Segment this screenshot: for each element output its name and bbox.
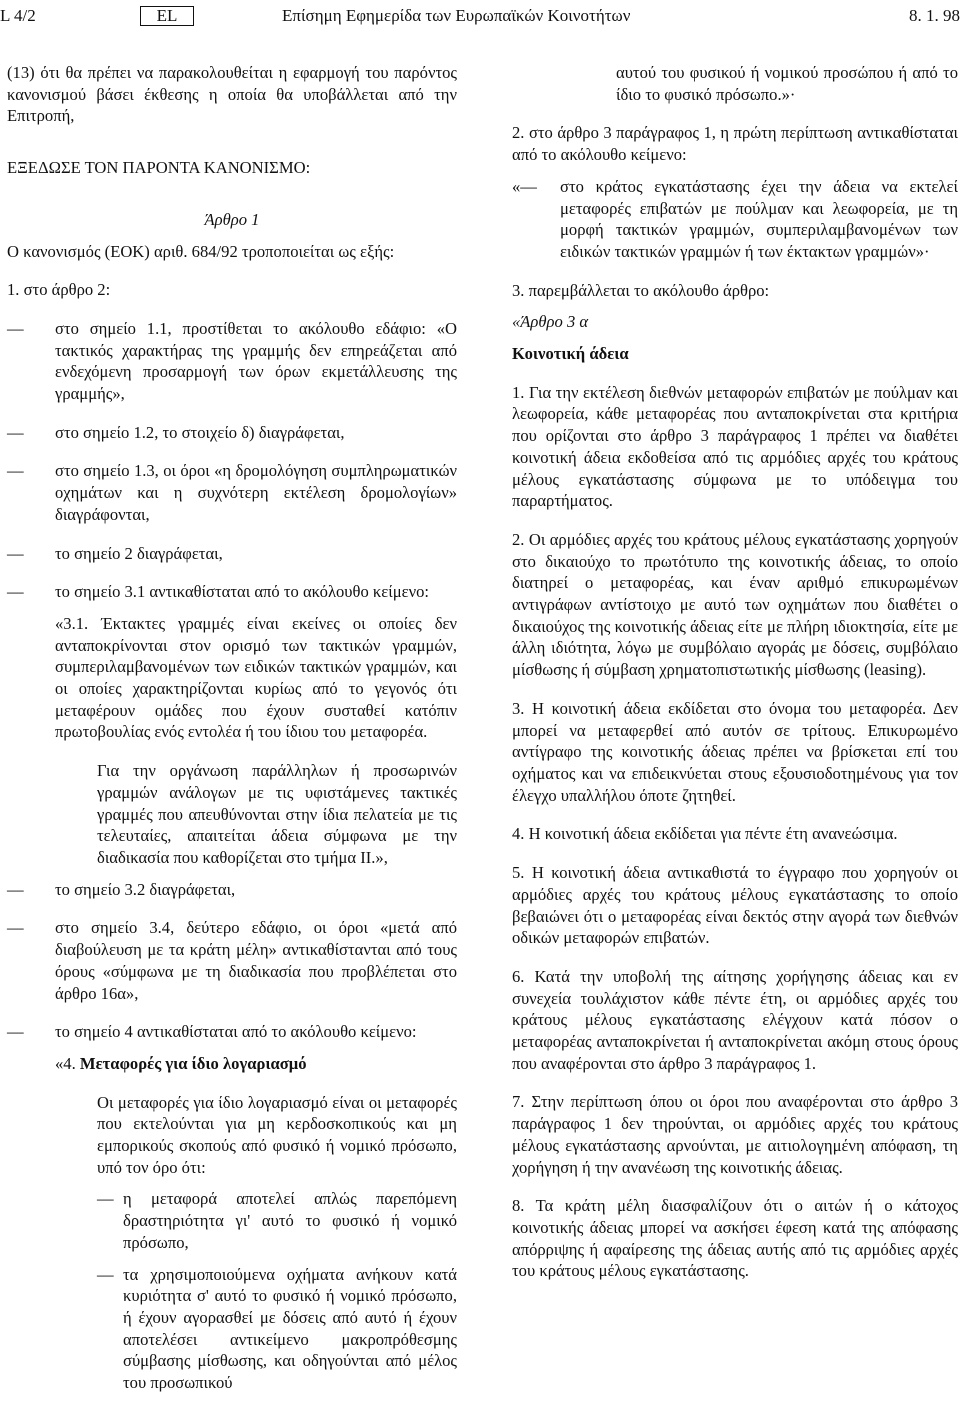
journal-title: Επίσημη Εφημερίδα των Ευρωπαϊκών Κοινοτήτων (282, 6, 631, 25)
quoted-indent: «— στο κράτος εγκατάστασης έχει την άδεια να εκτελεί μεταφορές επιβατών με πούλμαν και λεωφορεία, με τη μορφή τακτικών γραμμών, συμπεριλαμβανομένων των ειδικών τακτικών γραμμών ή των έκτακτων γραμμών»· (512, 176, 958, 261)
paragraph-2: 2. Οι αρμόδιες αρχές του κράτους μέλους εγκατάστασης χορηγούν στο δικαιούχο το πρωτότυπο της κοινοτικής άδειας, το οποίο διατηρεί ο μεταφορέας, και έναν αριθμό επικυρωμένων αντιγράφων αντίστοιχο με αυτό των οχημάτων που διαθέτει ο δικαιούχος της κοινοτικής άδειας είτε με πλήρη ιδιοκτησία, είτε με άλλη ιδιότητα, λόγω με συμβόλαιο αγοράς με δόσεις, συμβόλαιο μίσθωσης ή σύμβαση χρηματοπιστωτικής μίσθωσης (leasing). (512, 529, 958, 680)
article-1-intro: Ο κανονισμός (ΕΟΚ) αριθ. 684/92 τροποποιείται ως εξής: (7, 241, 395, 261)
paragraph-7: 7. Στην περίπτωση όπου οι όροι που αναφέρονται στο άρθρο 3 παράγραφος 1 δεν τηρούνται, οι αρμόδιες αρχές του κράτους μέλους εγκατάστασης αρνούνται, με αιτιολογημένη απόφαση, τη χορήγηση ή την ανανέωση της κοινοτικής άδειας. (512, 1092, 958, 1177)
issue-date: 8. 1. 98 (909, 6, 960, 25)
continued-text: αυτού του φυσικού ή νομικού προσώπου ή από το ίδιο το φυσικό πρόσωπο.»· (616, 63, 958, 104)
amendment-item: — το σημείο 3.2 διαγράφεται, (7, 879, 236, 899)
community-licence-heading: Κοινοτική άδεια (512, 344, 629, 364)
language-box: EL (140, 6, 194, 26)
paragraph-5: 5. Η κοινοτική άδεια αντικαθιστά το έγγραφο που χορηγούν οι αρμόδιες αρχές του κράτους μέλους εγκατάστασης το οποίο βεβαιώνει ότι ο μεταφορέας είναι δεκτός στην αγορά των διεθνών οδικών μεταφορών επιβατών. (512, 863, 958, 948)
amendment-item: — στο σημείο 1.1, προστίθεται το ακόλουθο εδάφιο: «Ο τακτικός χαρακτήρας της γραμμής δεν επηρεάζεται από ενδεχόμενη προσαρμογή των όρων εκμετάλλευσης της γραμμής», (7, 318, 457, 404)
amendment-item: — στο σημείο 3.4, δεύτερο εδάφιο, οι όροι «μετά από διαβούλευση με τα κράτη μέλη» αντικαθίστανται από τους όρους «σύμφωνα με τη διαδικασία που προβλέπεται στο άρθρο 16α», (7, 918, 457, 1003)
quoted-point-4-heading: «4. Μεταφορές για ίδιο λογαριασμό (55, 1053, 307, 1073)
condition-item: — τα χρησιμοποιούμενα οχήματα ανήκουν κατά κυριότητα σ' αυτό το φυσικό ή νομικό πρόσωπο, ή έχουν αγορασθεί με δόσεις από αυτό ή έχουν αποτελέσει αντικείμενο μακροπρόθεσμης σύμβασης μίσθωσης, και οδηγούνται από μέλος του προσωπικού (97, 1264, 457, 1393)
amendment-item: — το σημείο 4 αντικαθίσταται από το ακόλουθο κείμενο: (7, 1022, 417, 1042)
right-column (512, 62, 958, 1282)
item-1-heading: 1. στο άρθρο 2: (7, 280, 111, 300)
item-2: 2. στο άρθρο 3 παράγραφος 1, η πρώτη περίπτωση αντικαθίσταται από το ακόλουθο κείμενο: (512, 123, 958, 165)
condition-item: — η μεταφορά αποτελεί απλώς παρεπόμενη δραστηριότητα γι' αυτό το φυσικό ή νομικό πρόσωπο, (97, 1189, 457, 1252)
quoted-point-3-1-para-2: Για την οργάνωση παράλληλων ή προσωρινών γραμμών ανάλογων με τις υφιστάμενες τακτικές γραμμές που απευθύνονται στην ίδια πελατεία με τις τελευταίες, απαιτείται άδεια σύμφωνα με την διαδικασία που καθορίζεται στο τμήμα ΙΙ.», (97, 761, 457, 867)
amendment-item: — στο σημείο 1.2, το στοιχείο δ) διαγράφεται, (7, 422, 345, 442)
enacting-formula: ΕΞΕΔΩΣΕ ΤΟΝ ΠΑΡΟΝΤΑ ΚΑΝΟΝΙΣΜΟ: (7, 158, 311, 178)
page-header (0, 5, 960, 27)
amendment-item: — το σημείο 2 διαγράφεται, (7, 543, 223, 563)
paragraph-3: 3. Η κοινοτική άδεια εκδίδεται στο όνομα του μεταφορέα. Δεν μπορεί να μεταφερθεί από αυτόν σε τρίτους. Επικυρωμένο αντίγραφο της κοινοτικής άδειας πρέπει να βρίσκεται επί του οχήματος και να επιδεικνύεται στους εξουσιοδοτημένους για τον έλεγχο υπαλλήλου όποτε ζητηθεί. (512, 698, 958, 805)
paragraph-4: 4. Η κοινοτική άδεια εκδίδεται για πέντε έτη ανανεώσιμα. (512, 824, 898, 844)
recital-13: (13) ότι θα πρέπει να παρακολουθείται η εφαρμογή του παρόντος κανονισμού βάσει έκθεσης η οποία θα υποβάλλεται από την Επιτροπή, (7, 63, 457, 126)
amendment-item: — το σημείο 3.1 αντικαθίσταται από το ακόλουθο κείμενο: (7, 582, 429, 602)
quoted-point-4-text: Οι μεταφορές για ίδιο λογαριασμό είναι οι μεταφορές που εκτελούνται για μη κερδοσκοπικούς και μη εμπορικούς σκοπούς από φυσικό ή νομικό πρόσωπο, υπό τον όρο ότι: (97, 1092, 457, 1177)
amendment-item: — στο σημείο 1.3, οι όροι «η δρομολόγηση συμπληρωματικών οχημάτων και η συχνότερη εκτέλεση δρομολογίων» διαγράφονται, (7, 461, 457, 524)
quoted-point-3-1: «3.1. Έκτακτες γραμμές είναι εκείνες οι οποίες δεν ανταποκρίνονται στον ορισμό των τακτικών γραμμών, συμπεριλαμβανομένων των ειδικών τακτικών γραμμών, και οι οποίες χαρακτηρίζονται κυρίως από το γεγονός ότι μεταφέρουν ομάδες που έχουν συσταθεί κατόπιν πρωτοβουλίας ενός εντολέα ή του ίδιου του μεταφορέα. (55, 613, 457, 742)
paragraph-8: 8. Τα κράτη μέλη διασφαλίζουν ότι ο αιτών ή ο κάτοχος κοινοτικής άδειας μπορεί να ασκήσει έφεση κατά της απόφασης απόρριψης ή αφαίρεσης της άδειας αυτής από τις αρμόδιες αρχές του κράτους μέλους εγκατάστασης. (512, 1196, 958, 1281)
article-3a-heading: «Άρθρο 3 α (512, 312, 589, 332)
item-3: 3. παρεμβάλλεται το ακόλουθο άρθρο: (512, 280, 770, 300)
page-reference: L 4/2 (0, 6, 36, 25)
left-column (7, 62, 457, 1394)
paragraph-1: 1. Για την εκτέλεση διεθνών μεταφορών επιβατών με πούλμαν και λεωφορεία, κάθε μεταφορέας που ανταποκρίνεται στα κριτήρια που ορίζονται στο άρθρο 3 παράγραφος 1 πρέπει να διαθέτει κοινοτική άδεια εκδοθείσα από τις αρμόδιες αρχές του κράτους μέλους εγκατάστασης σύμφωνα με το υπόδειγμα του παραρτήματος. (512, 382, 958, 511)
article-1-heading: Άρθρο 1 (204, 209, 260, 229)
paragraph-6: 6. Κατά την υποβολή της αίτησης χορήγησης άδειας και εν συνεχεία τουλάχιστον κάθε πέντε έτη, οι αρμόδιες αρχές του κράτους μέλους εγκατάστασης ελέγχουν κατά πόσον ο μεταφορέας ανταποκρίνεται ή ανταποκρίνεται ακόμη στους όρους που αναφέρονται στο άρθρο 3 παράγραφος 1. (512, 966, 958, 1073)
